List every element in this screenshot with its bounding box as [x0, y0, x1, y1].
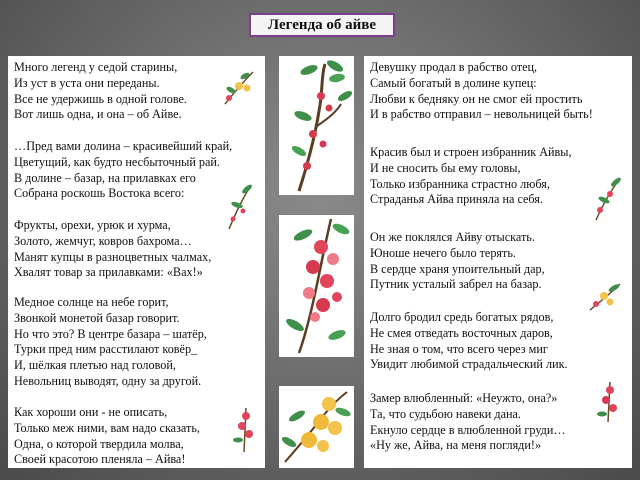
- poem-line: Манят купцы в разноцветных чалмах,: [14, 249, 212, 264]
- poem-line: Замер влюбленный: «Неужто, она?»: [370, 391, 558, 405]
- quince-sprig-icon: [586, 280, 624, 314]
- poem-line: Увидит любимой страдальческий лик.: [370, 357, 568, 372]
- poem-line: Он же поклялся Айву отыскать.: [370, 230, 535, 244]
- slide-title: Легенда об айве: [249, 13, 395, 37]
- poem-line: Путник усталый забрел на базар.: [370, 277, 542, 292]
- poem-line: Только меж ними, вам надо сказать,: [14, 420, 200, 435]
- poem-line: Как хороши они - не описать,: [14, 405, 168, 419]
- right-stanza-5: [370, 391, 566, 454]
- poem-line: Медное солнце на небе горит,: [14, 295, 169, 309]
- right-stanza-2: [370, 145, 572, 208]
- poem-line: Вот лишь одна, и она – об Айве.: [14, 107, 182, 122]
- poem-line: «Ну же, Айва, на меня погляди!»: [370, 438, 542, 453]
- poem-line: Самый богатый в долине купец:: [370, 75, 537, 90]
- quince-sprig-icon: [221, 68, 257, 108]
- poem-line: Собрана роскошь Востока всего:: [14, 186, 185, 201]
- poem-line: Только избранника страстно любя,: [370, 176, 550, 191]
- left-stanza-3: [14, 218, 211, 281]
- poem-line: Все не удержишь в одной голове.: [14, 91, 187, 106]
- poem-line: Золото, жемчуг, ковров бахрома…: [14, 233, 192, 248]
- poem-line: Екнуло сердце в влюбленной груди…: [370, 422, 566, 437]
- quince-fruit-icon: [279, 386, 354, 468]
- poem-line: И, шёлкая плетью над головой,: [14, 358, 176, 373]
- quince-fruit-image: [279, 386, 354, 468]
- flowering-quince-icon: [279, 56, 354, 195]
- poem-line: …Пред вами долина – красивейший край,: [14, 139, 233, 153]
- poem-line: Фрукты, орехи, урюк и хурма,: [14, 218, 171, 232]
- poem-line: Своей красотою пленяла – Айва!: [14, 452, 186, 467]
- poem-line: Та, что судьбою навеки дана.: [370, 406, 521, 421]
- poem-line: Девушку продал в рабство отец,: [370, 60, 538, 74]
- poem-line: Много легенд у седой старины,: [14, 60, 178, 74]
- quince-flowers-image: [279, 215, 354, 357]
- poem-line: Юноше нечего было терять.: [370, 245, 516, 260]
- poem-line: Не зная о том, что всего через миг: [370, 341, 548, 356]
- poem-line: В сердце храня упоительный дар,: [370, 261, 545, 276]
- left-stanza-2: [14, 139, 232, 202]
- poem-line: Долго бродил средь богатых рядов,: [370, 310, 554, 324]
- left-stanza-4: [14, 295, 207, 390]
- left-poem-panel: [8, 56, 265, 468]
- poem-line: Любви к бедняку он не смог ей простить: [370, 91, 583, 106]
- left-stanza-1: [14, 60, 187, 123]
- poem-line: И в рабство отправил – невольницей быть!: [370, 107, 593, 122]
- right-poem-panel: [364, 56, 632, 468]
- quince-blossom-cluster-icon: [279, 215, 354, 357]
- poem-line: Из уст в уста они переданы.: [14, 75, 160, 90]
- poem-line: Невольниц выводят, одну за другой.: [14, 373, 202, 388]
- poem-line: И не сносить бы ему головы,: [370, 160, 521, 175]
- poem-line: Цветущий, как будто несбыточный рай.: [14, 154, 220, 169]
- poem-line: Не смея отведать восточных даров,: [370, 325, 553, 340]
- quince-branch-image: [279, 56, 354, 195]
- quince-branch-icon: [223, 181, 257, 231]
- poem-line: Звонкой монетой базар говорит.: [14, 310, 180, 325]
- poem-line: Одна, о которой твердила молва,: [14, 436, 184, 451]
- poem-line: Красив был и строен избранник Айвы,: [370, 145, 572, 159]
- poem-line: Хвалят товар за прилавками: «Вах!»: [14, 265, 203, 280]
- right-stanza-3: [370, 230, 545, 293]
- left-stanza-5: [14, 405, 200, 468]
- poem-line: Турки пред ним расстилают ковёр_: [14, 342, 198, 357]
- right-stanza-4: [370, 310, 568, 373]
- poem-line: Страданья Айва приняла на себя.: [370, 192, 543, 207]
- right-stanza-1: [370, 60, 593, 123]
- poem-line: Но что это? В центре базара – шатёр,: [14, 326, 207, 341]
- quince-blossom-icon: [230, 404, 260, 454]
- quince-branch-icon: [590, 174, 624, 222]
- quince-blossom-icon: [594, 378, 624, 424]
- poem-line: В долине – базар, на прилавках его: [14, 170, 196, 185]
